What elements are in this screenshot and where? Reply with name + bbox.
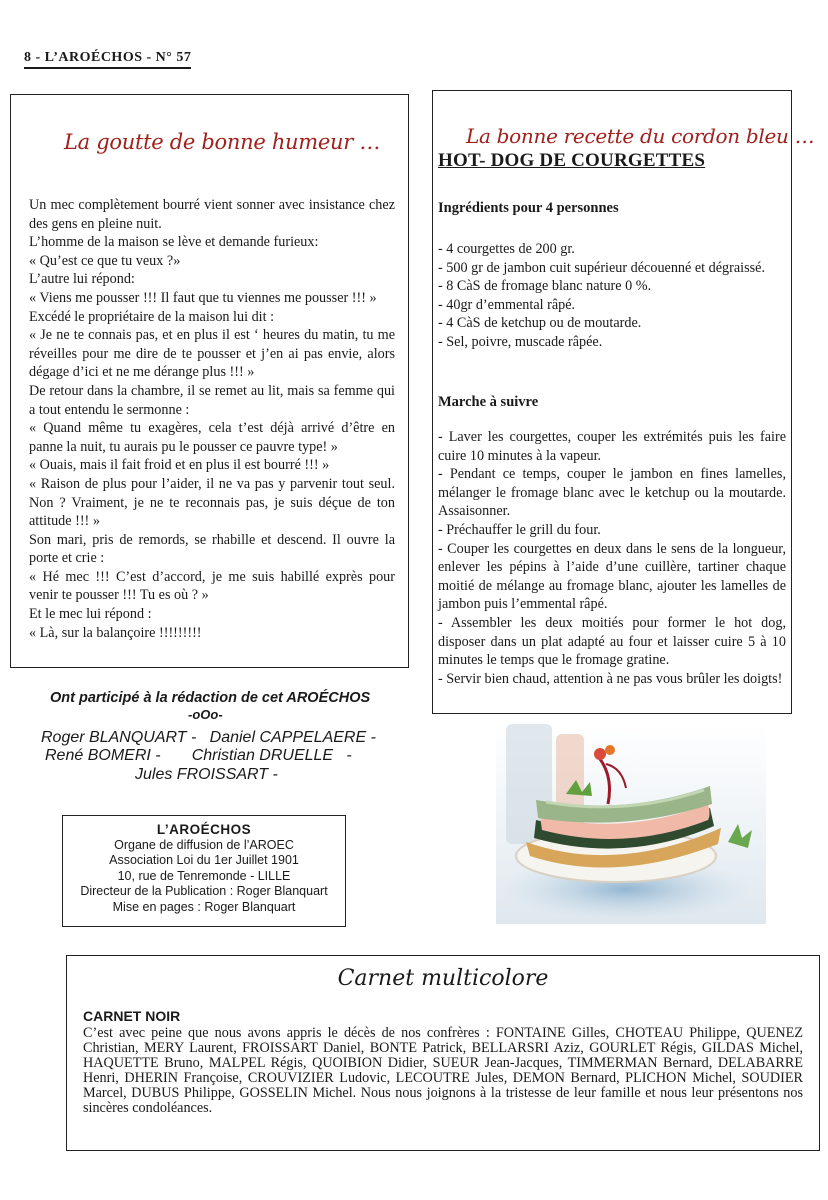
step-item: - Assembler les deux moitiés pour former le hot dog, disposer dans un plat adapté au four et laisser cuire 5 à 10 minutes le temps que le fromage gratine.	[438, 614, 786, 669]
ingredient-item: - 8 CàS de fromage blanc nature 0 %.	[438, 278, 652, 295]
joke-line: Excédé le propriétaire de la maison lui dit :	[29, 308, 275, 325]
carnet-title: Carnet multicolore	[337, 966, 549, 991]
recipe-title: HOT- DOG DE COURGETTES	[438, 150, 706, 171]
colophon-line: Mise en pages : Roger Blanquart	[112, 899, 296, 914]
joke-line: L’autre lui répond:	[29, 271, 135, 288]
joke-line: « Quand même tu exagères, cela t’est déjà arrivé d’être en panne la nuit, tu aurais pu le pousser ce pauvre type! »	[29, 420, 395, 455]
recipe-script-title: La bonne recette du cordon bleu …	[466, 124, 815, 148]
joke-line: « Ouais, mais il fait froid et en plus il est bourré !!! »	[29, 457, 330, 474]
ingredient-item: - 4 CàS de ketchup ou de moutarde.	[438, 315, 642, 332]
carnet-box	[66, 955, 820, 1151]
joke-text	[29, 196, 395, 642]
carnet-subtitle: CARNET NOIR	[83, 1008, 181, 1024]
steps-list	[438, 428, 786, 688]
joke-line: « Qu’est ce que tu veux ?»	[29, 252, 181, 269]
colophon-line: Directeur de la Publication : Roger Blanquart	[80, 884, 328, 899]
food-photo	[496, 724, 766, 924]
joke-line: Et le mec lui répond :	[29, 606, 152, 623]
joke-line: « Je ne te connais pas, et en plus il est ‘ heures du matin, tu me réveilles pour me dire de te pousser et j’en ai pas envie, alors dégage d’ici et ne me dérange plus !!! »	[29, 327, 395, 381]
credits-heading: Ont participé à la rédaction de cet AROÉCHOS	[50, 690, 371, 706]
joke-line: Son mari, pris de remords, se rhabille et descend. Il ouvre la porte et crie :	[29, 531, 395, 567]
ingredient-item: - 500 gr de jambon cuit supérieur découenné et dégraissé.	[438, 259, 765, 276]
steps-heading: Marche à suivre	[438, 394, 539, 410]
step-item: - Pendant ce temps, couper le jambon en fines lamelles, mélanger le fromage blanc avec le ketchup ou la moutarde. Assaisonner.	[438, 466, 786, 520]
credits-line-1: Roger BLANQUART - Daniel CAPPELAERE -	[41, 729, 376, 746]
joke-line: « Hé mec !!! C’est d’accord, je me suis habillé exprès pour venir te pousser !!! Tu es où ? »	[29, 568, 395, 604]
ingredients-heading: Ingrédients pour 4 personnes	[438, 200, 619, 216]
ingredients-list	[438, 240, 786, 352]
credits-line-2: René BOMERI - Christian DRUELLE -	[45, 747, 352, 764]
carnet-text: C’est avec peine que nous avons appris le décès de nos confrères : FONTAINE Gilles, CHOTEAU Philippe, QUENEZ Christian, MERY Laurent, FROISSART Daniel, BONTE Patrick, BELLARSRI Aziz, GOURLET Régis, GILDAS Michel, HAQUETTE Bruno, MALPEL Régis, QUOIBION Didier, SUEUR Jean-Jacques, TIMMERMAN Bernard, DELABARRE Henri, DHERIN Françoise, CROUVIZIER Ludovic, LECOUTRE Jules, DEMON Bernard, PLICHON Michel, SOUDIER Marcel, DUBUS Philippe, GOSSELIN Michel. Nous nous joignons à la tristesse de leur famille et nous leur présentons nos sincères condoléances.	[83, 1025, 803, 1116]
credits-separator: -oOo-	[188, 707, 223, 722]
credits-line-3: Jules FROISSART -	[135, 766, 278, 783]
step-item: - Servir bien chaud, attention à ne pas vous brûler les doigts!	[438, 670, 783, 687]
ingredient-item: - 4 courgettes de 200 gr.	[438, 241, 575, 257]
ingredient-item: - 40gr d’emmental râpé.	[438, 296, 576, 313]
colophon-line: 10, rue de Tenremonde - LILLE	[117, 868, 291, 883]
joke-line: L’homme de la maison se lève et demande furieux:	[29, 234, 319, 251]
joke-line: Un mec complètement bourré vient sonner avec insistance chez des gens en pleine nuit.	[29, 197, 395, 232]
colophon-line: Association Loi du 1er Juillet 1901	[109, 853, 299, 868]
step-item: - Laver les courgettes, couper les extrémités puis les faire cuire 10 minutes à la vapeur.	[438, 429, 786, 464]
colophon-line: Organe de diffusion de l’AROEC	[114, 837, 294, 852]
colophon-brand: L’AROÉCHOS	[156, 822, 252, 837]
joke-line: « Viens me pousser !!! Il faut que tu viennes me pousser !!! »	[29, 289, 377, 306]
step-item: - Préchauffer le grill du four.	[438, 521, 601, 538]
joke-title: La goutte de bonne humeur …	[64, 130, 381, 154]
ingredient-item: - Sel, poivre, muscade râpée.	[438, 333, 603, 350]
colophon-box	[62, 815, 346, 927]
step-item: - Couper les courgettes en deux dans le sens de la longueur, enlever les pépins à l’aide d’une cuillère, tartiner chaque moitié de mélange au fromage blanc, ajouter les lamelles de jambon puis l’emmental râpé.	[438, 540, 786, 613]
joke-line: « Raison de plus pour l’aider, il ne va pas y parvenir tout seul. Non ? Vraiment, je ne te reconnais pas, je suis déçue de ton attitude !!! »	[29, 475, 395, 530]
page-header: 8 - L’AROÉCHOS - N° 57	[24, 50, 191, 69]
joke-line: « Là, sur la balançoire !!!!!!!!!	[29, 624, 202, 641]
joke-line: De retour dans la chambre, il se remet au lit, mais sa femme qui a tout entendu le sermonne :	[29, 382, 395, 418]
